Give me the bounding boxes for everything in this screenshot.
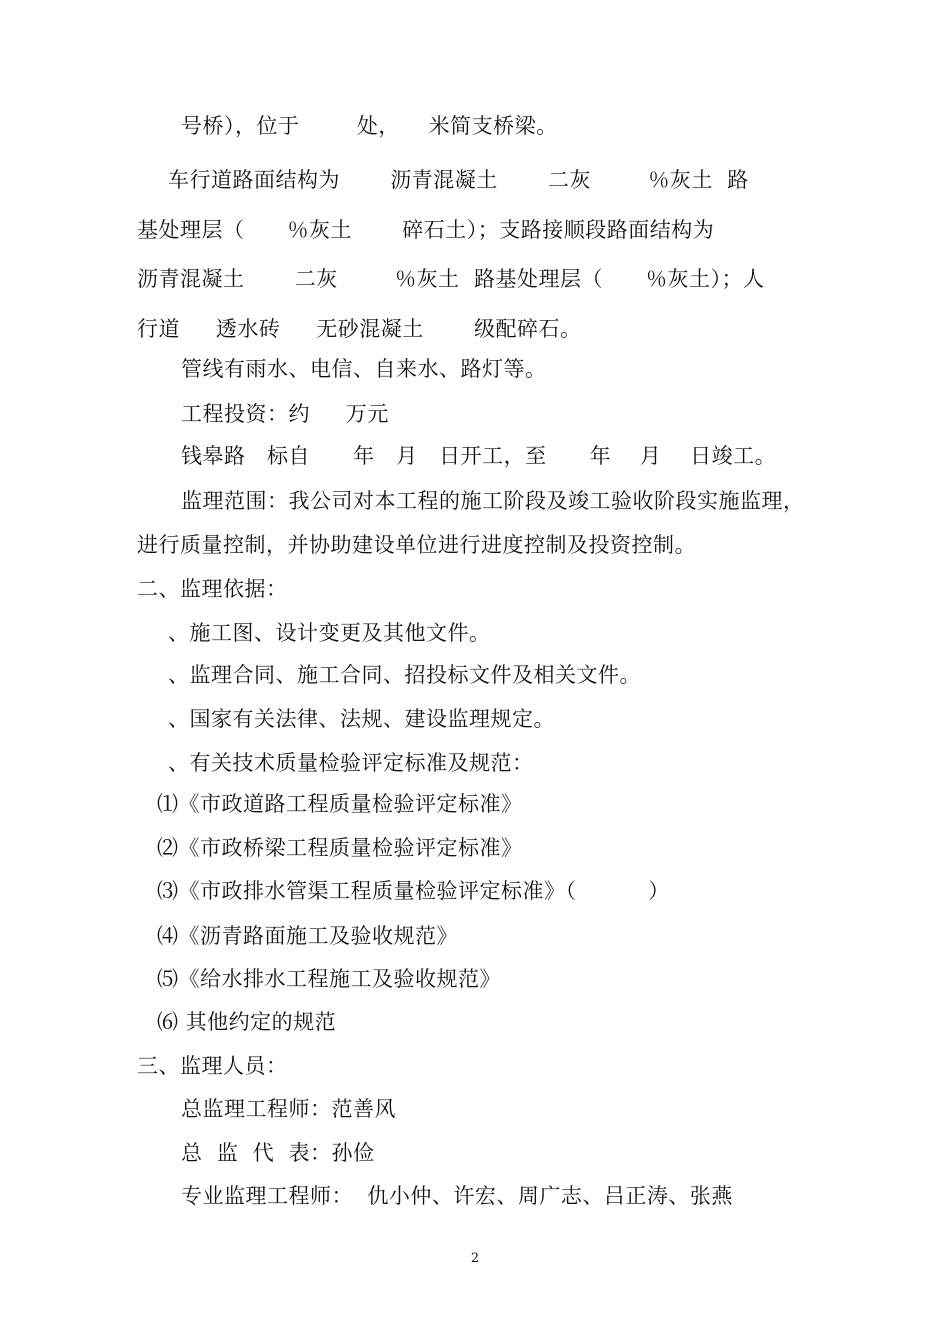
section-heading-personnel: 三、监理人员： [137, 1054, 288, 1078]
text-line-subgrade: 基处理层（ ％灰土 碎石土）；支路接顺段路面结构为 [137, 218, 715, 242]
standard-item-drainage: ⑶《市政排水管渠工程质量检验评定标准》（ ） [157, 879, 670, 903]
personnel-chief-representative: 总 监 代 表：孙俭 [181, 1141, 375, 1165]
list-item-drawings: 、施工图、设计变更及其他文件。 [168, 621, 491, 645]
standard-item-water: ⑸《给水排水工程施工及验收规范》 [157, 967, 501, 991]
personnel-chief-engineer: 总监理工程师：范善风 [181, 1097, 396, 1121]
text-line-scope: 监理范围：我公司对本工程的施工阶段及竣工验收阶段实施监理， [181, 489, 805, 513]
personnel-specialist-engineers: 专业监理工程师： 仇小仲、许宏、周广志、吕正涛、张燕 [181, 1184, 733, 1208]
text-line-schedule: 钱皋路 标自 年 月 日开工，至 年 月 日竣工。 [181, 444, 777, 468]
standard-item-bridge: ⑵《市政桥梁工程质量检验评定标准》 [157, 836, 523, 860]
text-line-pavement-structure: 车行道路面结构为 沥青混凝土 二灰 ％灰土 路 [168, 168, 749, 192]
standard-item-other: ⑹ 其他约定的规范 [157, 1010, 337, 1034]
list-item-laws: 、国家有关法律、法规、建设监理规定。 [168, 707, 555, 731]
list-item-standards: 、有关技术质量检验评定标准及规范： [168, 751, 534, 775]
list-item-contracts: 、监理合同、施工合同、招投标文件及相关文件。 [168, 663, 641, 687]
text-line-scope-continued: 进行质量控制，并协助建设单位进行进度控制及投资控制。 [137, 533, 696, 557]
standard-item-road: ⑴《市政道路工程质量检验评定标准》 [157, 792, 523, 816]
standard-item-asphalt: ⑷《沥青路面施工及验收规范》 [157, 924, 458, 948]
text-line-branch-road: 沥青混凝土 二灰 ％灰土 路基处理层（ ％灰土）；人 [137, 267, 765, 291]
text-line-sidewalk: 行道 透水砖 无砂混凝土 级配碎石。 [137, 317, 582, 341]
section-heading-basis: 二、监理依据： [137, 577, 288, 601]
text-line-bridge: 号桥），位于 处， 米简支桥梁。 [181, 114, 558, 138]
page-number: 2 [470, 1251, 480, 1266]
text-line-pipelines: 管线有雨水、电信、自来水、路灯等。 [181, 357, 547, 381]
text-line-investment: 工程投资：约 万元 [181, 402, 389, 426]
